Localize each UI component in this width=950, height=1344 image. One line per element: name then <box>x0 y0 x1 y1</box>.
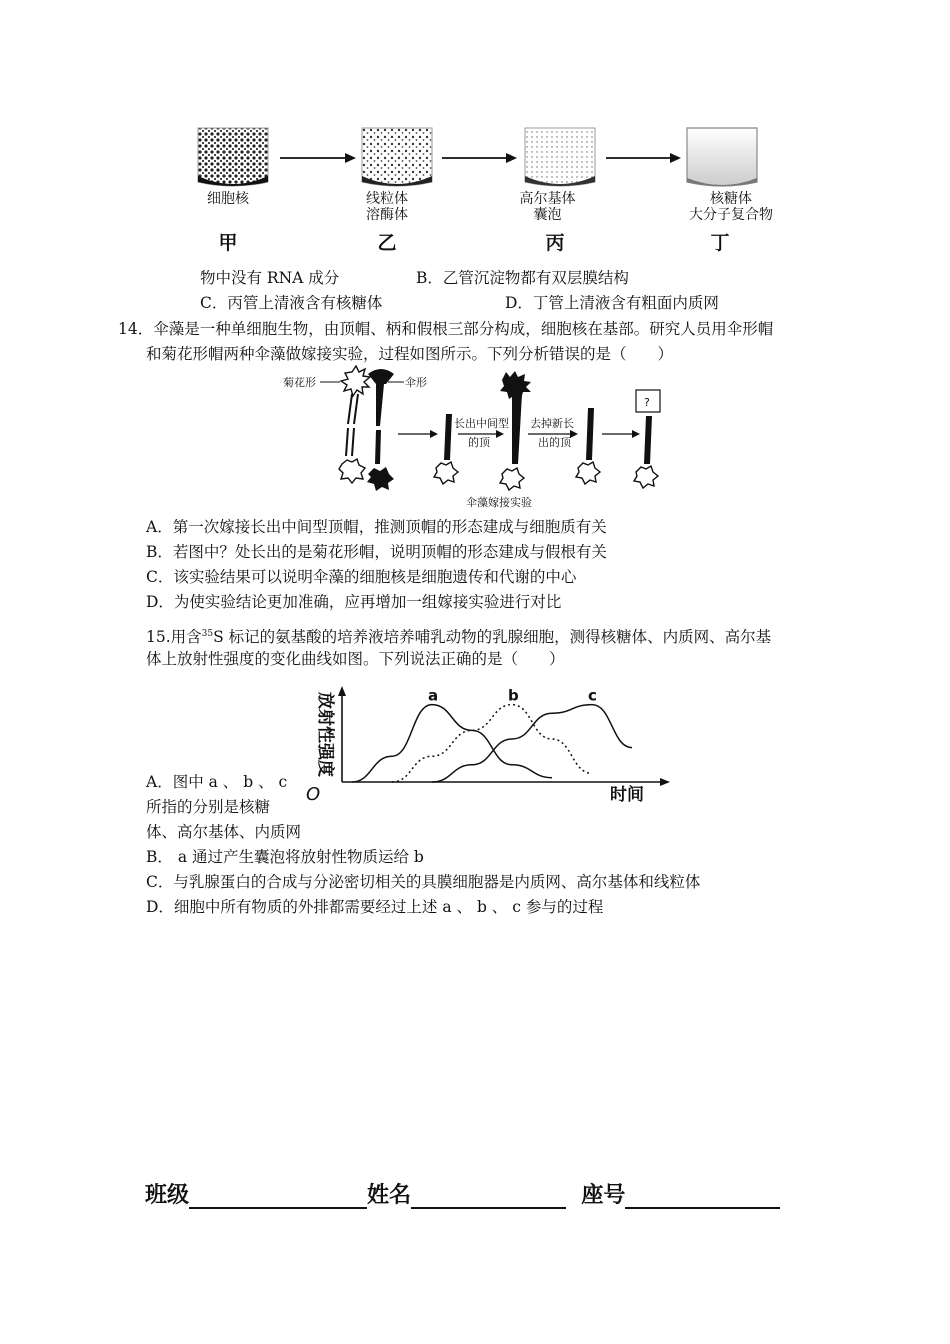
series-a-label: a <box>428 686 439 705</box>
q13-option-a: 物中没有 RNA 成分 <box>200 269 340 287</box>
chrysanthemum-cap-icon <box>341 366 370 396</box>
tube-4-caption: 丁 <box>710 232 730 254</box>
series-b-label: b <box>508 686 519 705</box>
label-umbrella: 伞形 <box>405 376 427 389</box>
name-label: 姓名 <box>367 1183 412 1208</box>
q15-stem-line2: 体上放射性强度的变化曲线如图。下列说法正确的是（ ） <box>146 650 565 668</box>
label-chrysanthemum: 菊花形 <box>283 376 316 389</box>
q15-option-a-line1: A．图中 a 、 b 、 c <box>146 773 288 791</box>
class-field[interactable] <box>189 1185 367 1209</box>
q15-stem-line1: 15.用含$^{35}$S 标记的氨基酸的培养液培养哺乳动物的乳腺细胞，测得核糖体、内质网、高尔基 <box>146 628 772 647</box>
q15-option-a-line2: 所指的分别是核糖 <box>146 798 271 816</box>
tube-mitochondria <box>362 128 432 186</box>
q15-option-b: B． a 通过产生囊泡将放射性物质运给 b <box>146 848 424 866</box>
rhizoid-icon <box>339 459 365 483</box>
q15-option-c: C．与乳腺蛋白的合成与分泌密切相关的具膜细胞器是内质网、高尔基体和线粒体 <box>146 873 701 891</box>
svg-text:去掉新长: 去掉新长 <box>530 417 574 430</box>
svg-text:?: ? <box>644 396 650 409</box>
tube-3-label: 高尔基体 囊泡 <box>519 191 576 223</box>
series-b-line <box>392 705 592 782</box>
figure-caption: 伞藻嫁接实验 <box>466 496 532 509</box>
q13-option-c: C．丙管上清液含有核糖体 <box>200 294 383 312</box>
seat-label: 座号 <box>581 1183 626 1208</box>
q15-option-d: D．细胞中所有物质的外排都需要经过上述 a 、 b 、 c 参与的过程 <box>146 898 604 916</box>
seat-field[interactable] <box>625 1185 780 1209</box>
rhizoid-dark-icon <box>367 467 394 491</box>
tube-3-caption: 丙 <box>545 232 565 254</box>
series-a-line <box>352 705 552 782</box>
tube-1-label: 细胞核 <box>207 191 249 207</box>
q13-option-b: B．乙管沉淀物都有双层膜结构 <box>416 269 629 287</box>
centrifuge-tubes-figure <box>180 120 830 200</box>
name-field[interactable] <box>411 1185 566 1209</box>
tube-1-caption: 甲 <box>218 232 238 254</box>
tube-2-caption: 乙 <box>377 232 397 254</box>
q14-option-a: A．第一次嫁接长出中间型顶帽，推测顶帽的形态建成与细胞质有关 <box>146 518 607 536</box>
student-info-row <box>145 1178 780 1209</box>
svg-text:的顶: 的顶 <box>468 436 490 449</box>
q14-option-b: B．若图中？处长出的是菊花形帽，说明顶帽的形态建成与假根有关 <box>146 543 607 561</box>
x-axis-label: 时间 <box>610 785 644 805</box>
q14-stem-line2: 和菊花形帽两种伞藻做嫁接实验，过程如图所示。下列分析错误的是（ ） <box>146 345 674 363</box>
q13-option-d: D．丁管上清液含有粗面内质网 <box>505 294 719 312</box>
radioactivity-chart <box>290 682 680 808</box>
svg-text:出的顶: 出的顶 <box>538 436 571 449</box>
q15-option-a-line3: 体、高尔基体、内质网 <box>146 823 302 841</box>
series-c-label: c <box>588 686 597 705</box>
y-axis-label: 放射性强度 <box>315 692 335 777</box>
class-label: 班级 <box>145 1183 190 1208</box>
q14-stem-line1: 14．伞藻是一种单细胞生物，由顶帽、柄和假根三部分构成，细胞核在基部。研究人员用伞形帽 <box>118 320 774 338</box>
svg-text:长出中间型: 长出中间型 <box>454 417 509 430</box>
tube-ribosome <box>687 128 757 186</box>
acetabularia-graft-figure <box>280 364 680 514</box>
tube-4-label: 核糖体 大分子复合物 <box>689 191 773 223</box>
tube-nucleus <box>198 128 268 186</box>
origin-label: O <box>306 784 321 805</box>
q14-option-d: D．为使实验结论更加准确，应再增加一组嫁接实验进行对比 <box>146 593 562 611</box>
tube-2-label: 线粒体 溶酶体 <box>366 191 408 223</box>
tube-golgi <box>525 128 595 186</box>
q14-option-c: C．该实验结果可以说明伞藻的细胞核是细胞遗传和代谢的中心 <box>146 568 577 586</box>
